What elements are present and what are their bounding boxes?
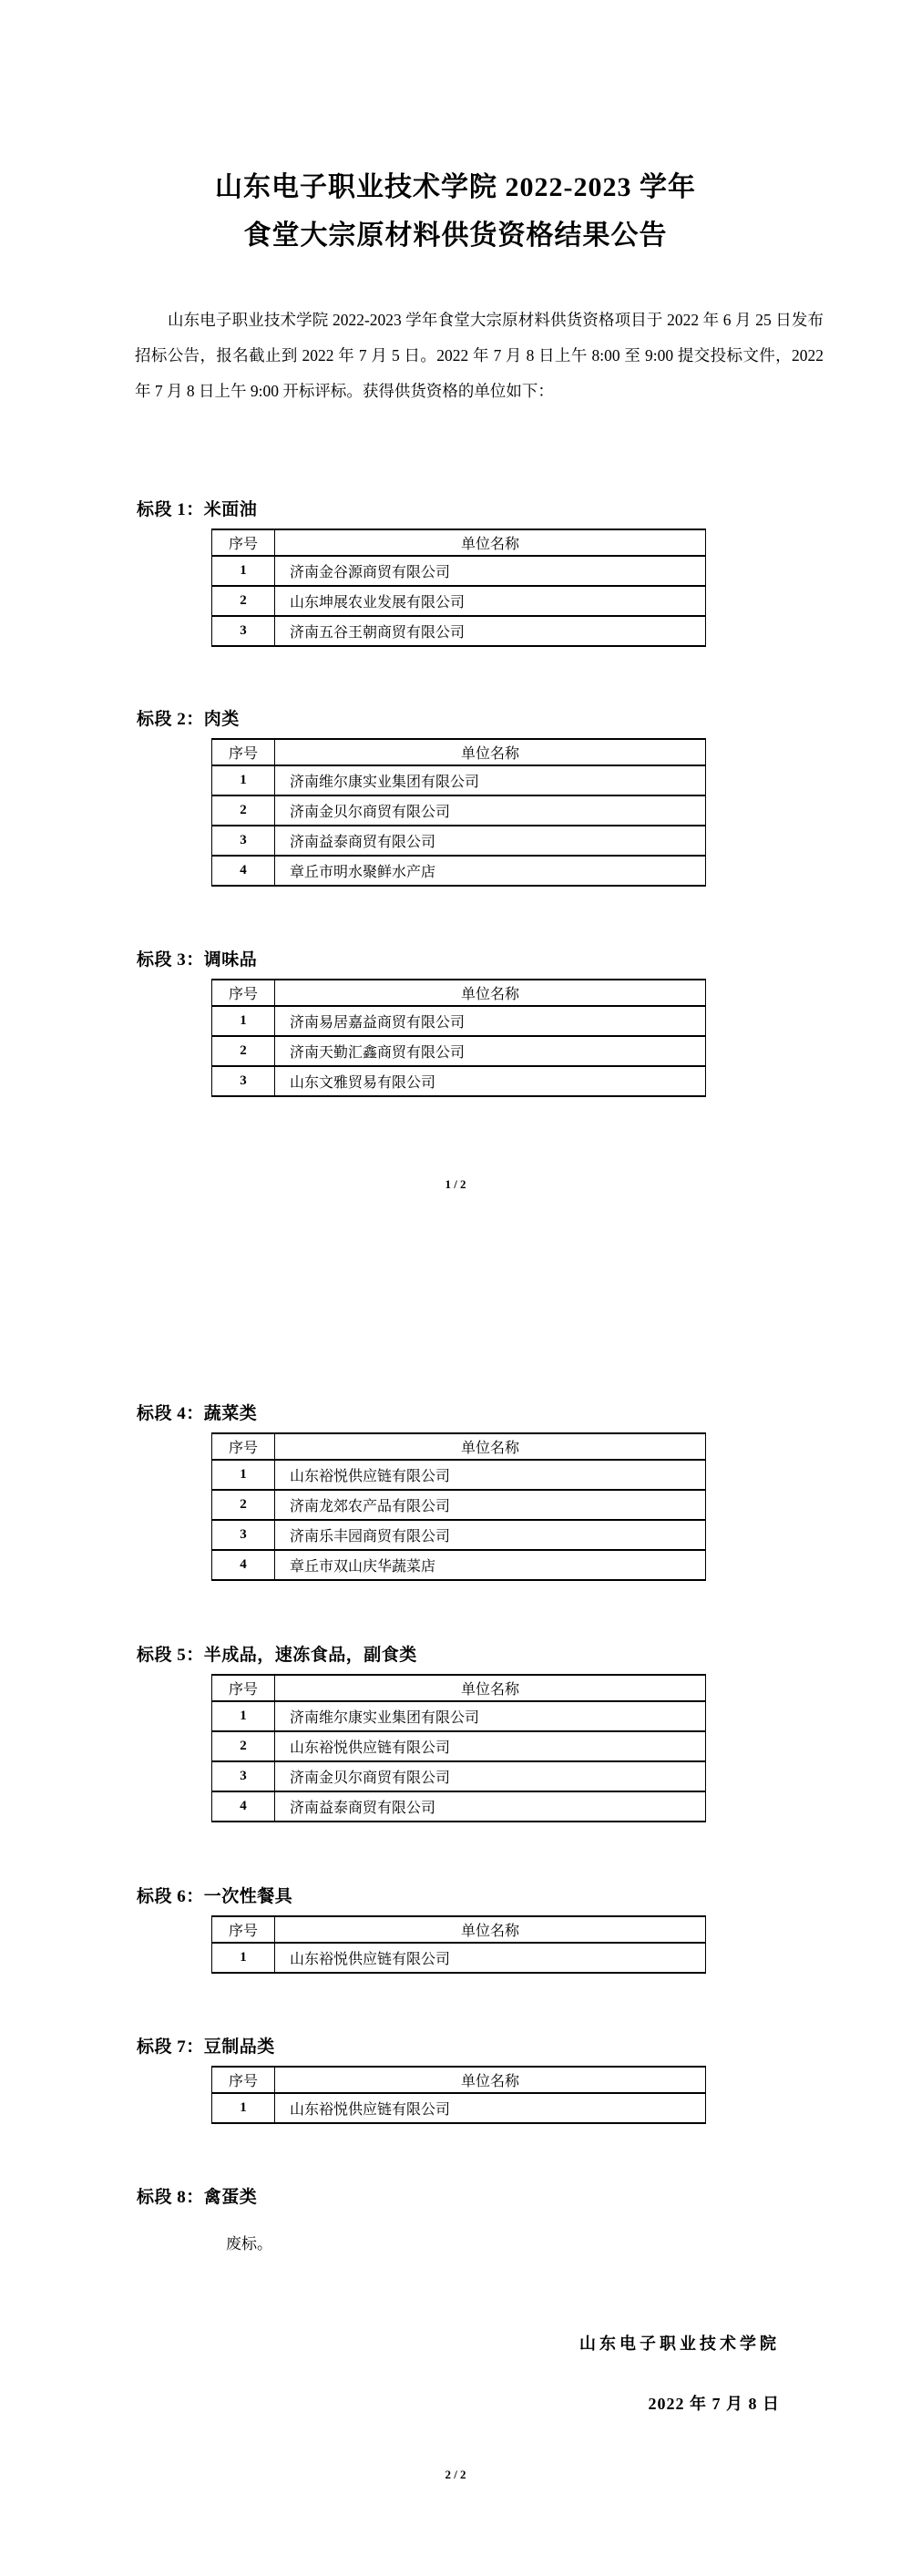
table-row [212, 1006, 706, 1036]
company-name: 济南金谷源商贸有限公司 [275, 556, 706, 586]
section-heading: 标段 7：豆制品类 [137, 2037, 275, 2057]
supplier-table [211, 1915, 706, 1974]
doc-title-line1: 山东电子职业技术学院 2022-2023 学年 [215, 172, 696, 202]
row-index: 1 [212, 1701, 275, 1731]
row-index: 4 [212, 1791, 275, 1822]
table-header-row [212, 529, 706, 556]
table-header-row [212, 1433, 706, 1460]
company-name: 山东文雅贸易有限公司 [275, 1066, 706, 1096]
row-index: 3 [212, 1520, 275, 1550]
company-name: 山东裕悦供应链有限公司 [275, 1731, 706, 1761]
table-row [212, 765, 706, 795]
row-index: 1 [212, 556, 275, 586]
company-name: 山东裕悦供应链有限公司 [275, 2093, 706, 2123]
section-heading: 标段 2：肉类 [137, 710, 240, 729]
supplier-table [211, 979, 706, 1097]
row-index: 1 [212, 1006, 275, 1036]
company-name: 章丘市双山庆华蔬菜店 [275, 1550, 706, 1580]
section-3 [137, 949, 774, 1097]
table-header-row [212, 1916, 706, 1943]
intro-paragraph: 山东电子职业技术学院 2022-2023 学年食堂大宗原材料供货资格项目于 2022 年 6 月 25 日发布招标公告，报名截止到 2022 年 7 月 5 日。2022 年 7 月 8 日上午 8:00 至 9:00 提交投标文件，2022 年 7 月 8 日上午 9:00 开标评标。获得供货资格的单位如下： [135, 311, 824, 400]
table-row [212, 1701, 706, 1731]
row-index: 3 [212, 1761, 275, 1791]
section-heading: 标段 4：蔬菜类 [137, 1404, 258, 1423]
row-index: 1 [212, 765, 275, 795]
header-index: 序号 [212, 1433, 275, 1460]
table-header-row [212, 2067, 706, 2093]
row-index: 1 [212, 1460, 275, 1490]
page-number-2: 2 / 2 [445, 2468, 466, 2481]
table-row [212, 1550, 706, 1580]
header-index: 序号 [212, 1675, 275, 1701]
company-name: 章丘市明水聚鲜水产店 [275, 856, 706, 886]
table-row [212, 586, 706, 616]
section-note: 废标。 [226, 2235, 272, 2253]
supplier-table [211, 738, 706, 887]
row-index: 4 [212, 1550, 275, 1580]
header-company-name: 单位名称 [275, 2067, 706, 2093]
section-heading: 标段 6：一次性餐具 [137, 1887, 293, 1906]
table-row [212, 1460, 706, 1490]
header-index: 序号 [212, 1916, 275, 1943]
supplier-table [211, 1432, 706, 1581]
header-index: 序号 [212, 739, 275, 765]
company-name: 济南龙郊农产品有限公司 [275, 1490, 706, 1520]
company-name: 山东坤展农业发展有限公司 [275, 586, 706, 616]
section-8 [137, 2187, 774, 2253]
table-row [212, 826, 706, 856]
table-header-row [212, 739, 706, 765]
section-heading: 标段 8：禽蛋类 [137, 2188, 258, 2207]
section-1 [137, 499, 774, 647]
section-4 [137, 1403, 774, 1581]
row-index: 2 [212, 795, 275, 826]
section-heading: 标段 1：米面油 [137, 500, 258, 519]
table-row [212, 795, 706, 826]
table-row [212, 1490, 706, 1520]
signature-date: 2022 年 7 月 8 日 [648, 2395, 780, 2413]
company-name: 济南益泰商贸有限公司 [275, 826, 706, 856]
company-name: 济南金贝尔商贸有限公司 [275, 795, 706, 826]
table-row [212, 616, 706, 646]
signature-organization: 山东电子职业技术学院 [579, 2335, 780, 2353]
row-index: 1 [212, 1943, 275, 1973]
row-index: 4 [212, 856, 275, 886]
supplier-table [211, 1674, 706, 1822]
row-index: 2 [212, 1036, 275, 1066]
company-name: 济南金贝尔商贸有限公司 [275, 1761, 706, 1791]
table-header-row [212, 980, 706, 1006]
row-index: 2 [212, 586, 275, 616]
row-index: 3 [212, 826, 275, 856]
company-name: 济南维尔康实业集团有限公司 [275, 765, 706, 795]
section-7 [137, 2037, 774, 2124]
company-name: 济南维尔康实业集团有限公司 [275, 1701, 706, 1731]
row-index: 2 [212, 1490, 275, 1520]
table-header-row [212, 1675, 706, 1701]
table-row [212, 1036, 706, 1066]
header-company-name: 单位名称 [275, 980, 706, 1006]
section-heading: 标段 5：半成品，速冻食品，副食类 [137, 1646, 417, 1665]
table-row [212, 556, 706, 586]
header-company-name: 单位名称 [275, 1675, 706, 1701]
company-name: 山东裕悦供应链有限公司 [275, 1460, 706, 1490]
supplier-table [211, 529, 706, 647]
company-name: 济南五谷王朝商贸有限公司 [275, 616, 706, 646]
header-company-name: 单位名称 [275, 739, 706, 765]
company-name: 济南天勤汇鑫商贸有限公司 [275, 1036, 706, 1066]
page-number-1: 1 / 2 [445, 1177, 466, 1191]
section-6 [137, 1886, 774, 1974]
table-row [212, 1066, 706, 1096]
section-5 [137, 1645, 774, 1822]
header-index: 序号 [212, 2067, 275, 2093]
row-index: 1 [212, 2093, 275, 2123]
doc-title-line2: 食堂大宗原材料供货资格结果公告 [243, 221, 668, 251]
table-row [212, 1791, 706, 1822]
table-row [212, 856, 706, 886]
section-2 [137, 709, 774, 887]
company-name: 济南乐丰园商贸有限公司 [275, 1520, 706, 1550]
table-row [212, 1731, 706, 1761]
header-index: 序号 [212, 529, 275, 556]
table-row [212, 1943, 706, 1973]
table-row [212, 1761, 706, 1791]
header-index: 序号 [212, 980, 275, 1006]
table-row [212, 1520, 706, 1550]
table-row [212, 2093, 706, 2123]
row-index: 3 [212, 1066, 275, 1096]
row-index: 3 [212, 616, 275, 646]
row-index: 2 [212, 1731, 275, 1761]
section-heading: 标段 3：调味品 [137, 950, 258, 970]
company-name: 济南益泰商贸有限公司 [275, 1791, 706, 1822]
header-company-name: 单位名称 [275, 1433, 706, 1460]
company-name: 济南易居嘉益商贸有限公司 [275, 1006, 706, 1036]
company-name: 山东裕悦供应链有限公司 [275, 1943, 706, 1973]
header-company-name: 单位名称 [275, 1916, 706, 1943]
supplier-table [211, 2066, 706, 2124]
header-company-name: 单位名称 [275, 529, 706, 556]
